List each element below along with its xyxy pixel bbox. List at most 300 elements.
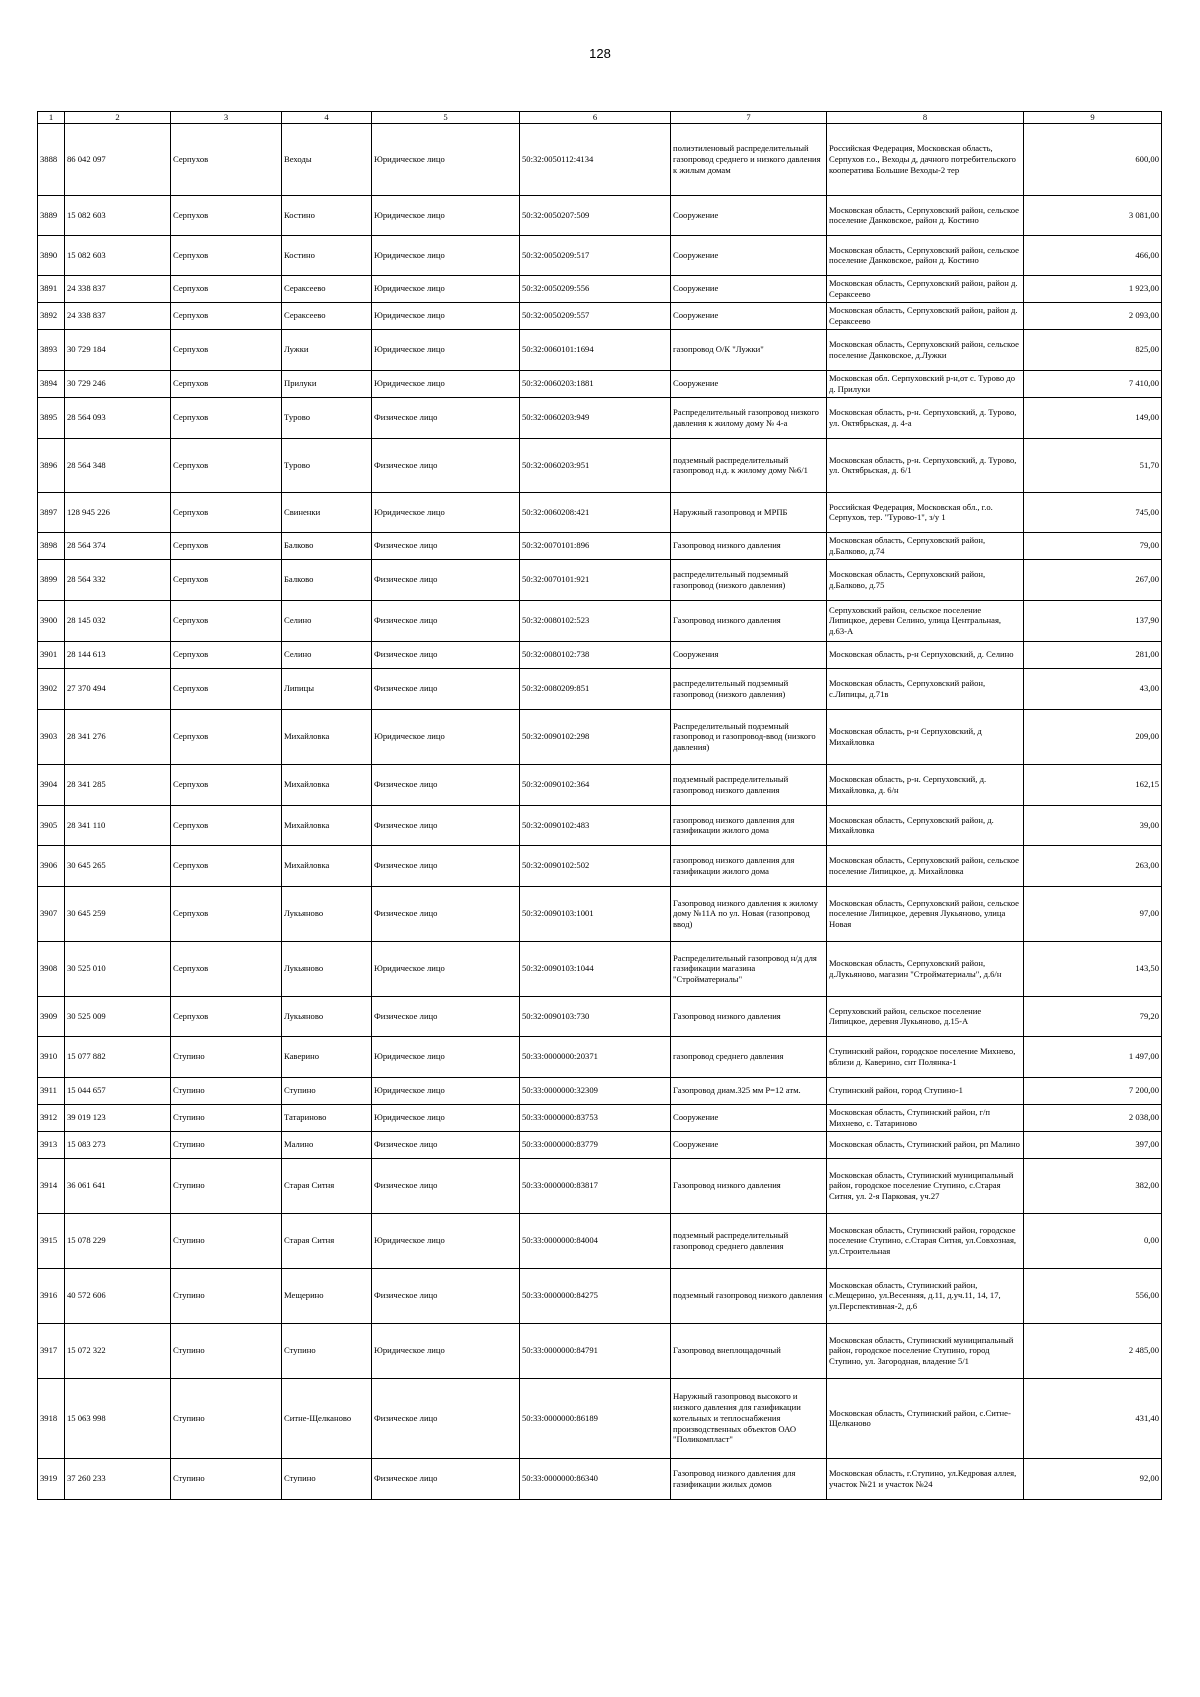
table-row [38, 1213, 1162, 1268]
table-row [38, 641, 1162, 668]
cell-settlement: Селино [282, 641, 372, 668]
cell-row-number: 3917 [38, 1323, 65, 1378]
cell-owner-type: Юридическое лицо [372, 275, 520, 302]
cell-owner-type: Юридическое лицо [372, 941, 520, 996]
cell-length: 466,00 [1024, 235, 1162, 275]
cell-length: 263,00 [1024, 845, 1162, 886]
cell-object-name: Распределительный подземный газопровод и газопровод-ввод (низкого давления) [671, 709, 827, 764]
cell-row-number: 3913 [38, 1131, 65, 1158]
cell-address: Московская область, Серпуховский район, д.Балково, д.75 [827, 559, 1024, 600]
cell-municipality: Серпухов [171, 764, 282, 805]
cell-object-name: Газопровод низкого давления [671, 996, 827, 1036]
cell-owner-type: Физическое лицо [372, 1458, 520, 1499]
cell-municipality: Серпухов [171, 195, 282, 235]
table-row [38, 941, 1162, 996]
cell-municipality: Ступино [171, 1323, 282, 1378]
cell-cadastral-value: 28 341 110 [65, 805, 171, 845]
cell-municipality: Серпухов [171, 438, 282, 492]
cell-settlement: Сераксеево [282, 302, 372, 329]
cell-municipality: Серпухов [171, 668, 282, 709]
cell-length: 431,40 [1024, 1378, 1162, 1458]
table-row [38, 1323, 1162, 1378]
cell-owner-type: Юридическое лицо [372, 1323, 520, 1378]
cell-settlement: Мещерино [282, 1268, 372, 1323]
cell-length: 43,00 [1024, 668, 1162, 709]
cell-address: Московская область, Серпуховский район, сельское поселение Липицкое, деревня Лукьяново, улица Новая [827, 886, 1024, 941]
cell-row-number: 3893 [38, 329, 65, 370]
cell-cadastral-number: 50:32:0050209:557 [520, 302, 671, 329]
cell-address: Московская область, Ступинский муниципальный район, городское поселение Ступино, город Ступино, ул. Загородная, владение 5/1 [827, 1323, 1024, 1378]
cell-object-name: Сооружение [671, 1131, 827, 1158]
cell-municipality: Серпухов [171, 996, 282, 1036]
cell-owner-type: Юридическое лицо [372, 123, 520, 195]
table-row [38, 559, 1162, 600]
cell-owner-type: Юридическое лицо [372, 709, 520, 764]
cell-cadastral-number: 50:32:0060203:949 [520, 397, 671, 438]
header-col-5: 5 [372, 112, 520, 124]
cell-row-number: 3919 [38, 1458, 65, 1499]
cell-address: Московская область, р-н. Серпуховский, д. Турово, ул. Октябрьская, д. 6/1 [827, 438, 1024, 492]
cell-cadastral-value: 15 063 998 [65, 1378, 171, 1458]
cell-municipality: Серпухов [171, 302, 282, 329]
cell-cadastral-value: 30 645 259 [65, 886, 171, 941]
cell-object-name: Газопровод диам.325 мм Р=12 атм. [671, 1077, 827, 1104]
cell-cadastral-number: 50:32:0080102:738 [520, 641, 671, 668]
cell-address: Московская область, Серпуховский район, сельское поселение Данковское, район д. Костино [827, 195, 1024, 235]
cell-address: Московская область, г.Ступино, ул.Кедровая аллея, участок №21 и участок №24 [827, 1458, 1024, 1499]
cell-object-name: газопровод О/К "Лужки" [671, 329, 827, 370]
cell-municipality: Серпухов [171, 370, 282, 397]
cell-row-number: 3915 [38, 1213, 65, 1268]
cell-address: Московская область, Серпуховский район, д.Лукьяново, магазин "Стройматериалы", д.6/н [827, 941, 1024, 996]
cell-municipality: Серпухов [171, 532, 282, 559]
cell-settlement: Сераксеево [282, 275, 372, 302]
cell-object-name: Сооружение [671, 302, 827, 329]
cell-row-number: 3896 [38, 438, 65, 492]
cell-cadastral-value: 28 564 093 [65, 397, 171, 438]
cell-cadastral-value: 27 370 494 [65, 668, 171, 709]
cell-length: 209,00 [1024, 709, 1162, 764]
cell-owner-type: Юридическое лицо [372, 1213, 520, 1268]
cell-settlement: Костино [282, 235, 372, 275]
cell-length: 825,00 [1024, 329, 1162, 370]
cell-cadastral-value: 28 564 374 [65, 532, 171, 559]
cell-address: Московская область, Ступинский район, с.Ситне-Щелканово [827, 1378, 1024, 1458]
cell-settlement: Михайловка [282, 805, 372, 845]
cell-row-number: 3902 [38, 668, 65, 709]
cell-cadastral-number: 50:32:0090102:298 [520, 709, 671, 764]
cell-cadastral-value: 28 564 348 [65, 438, 171, 492]
header-col-9: 9 [1024, 112, 1162, 124]
cell-length: 1 923,00 [1024, 275, 1162, 302]
cell-municipality: Серпухов [171, 275, 282, 302]
cell-settlement: Прилуки [282, 370, 372, 397]
cell-row-number: 3900 [38, 600, 65, 641]
cell-address: Российская Федерация, Московская область, Серпухов г.о., Веходы д, дачного потребительского кооператива Большие Веходы-2 тер [827, 123, 1024, 195]
cell-cadastral-value: 15 072 322 [65, 1323, 171, 1378]
table-row [38, 709, 1162, 764]
cell-cadastral-number: 50:33:0000000:84275 [520, 1268, 671, 1323]
cell-settlement: Михайловка [282, 709, 372, 764]
cell-settlement: Ступино [282, 1458, 372, 1499]
header-col-6: 6 [520, 112, 671, 124]
cell-length: 51,70 [1024, 438, 1162, 492]
cell-address: Московская область, Серпуховский район, район д. Сераксеево [827, 302, 1024, 329]
cell-address: Московская область, Серпуховский район, сельское поселение Данковское, район д. Костино [827, 235, 1024, 275]
cell-cadastral-value: 40 572 606 [65, 1268, 171, 1323]
cell-owner-type: Физическое лицо [372, 397, 520, 438]
cell-cadastral-number: 50:32:0060208:421 [520, 492, 671, 532]
table-row [38, 996, 1162, 1036]
cell-settlement: Лукьяново [282, 996, 372, 1036]
cell-cadastral-number: 50:32:0060101:1694 [520, 329, 671, 370]
cell-address: Московская область, Серпуховский район, с.Липицы, д.71в [827, 668, 1024, 709]
cell-municipality: Серпухов [171, 397, 282, 438]
cell-length: 2 485,00 [1024, 1323, 1162, 1378]
cell-object-name: Сооружение [671, 235, 827, 275]
table-row [38, 1268, 1162, 1323]
cell-length: 556,00 [1024, 1268, 1162, 1323]
cell-cadastral-number: 50:32:0070101:921 [520, 559, 671, 600]
cell-owner-type: Юридическое лицо [372, 235, 520, 275]
cell-municipality: Ступино [171, 1077, 282, 1104]
cell-settlement: Малино [282, 1131, 372, 1158]
cell-cadastral-value: 15 082 603 [65, 195, 171, 235]
cell-cadastral-number: 50:33:0000000:20371 [520, 1036, 671, 1077]
cell-municipality: Ступино [171, 1378, 282, 1458]
cell-cadastral-number: 50:33:0000000:84791 [520, 1323, 671, 1378]
cell-municipality: Серпухов [171, 886, 282, 941]
cell-object-name: Наружный газопровод высокого и низкого давления для газификации котельных и теплоснабжения производственных объектов ОАО "Поликомпласт" [671, 1378, 827, 1458]
cell-cadastral-value: 15 082 603 [65, 235, 171, 275]
cell-cadastral-value: 30 525 009 [65, 996, 171, 1036]
cell-row-number: 3890 [38, 235, 65, 275]
cell-address: Московская область, Ступинский район, рп Малино [827, 1131, 1024, 1158]
cell-cadastral-number: 50:33:0000000:86189 [520, 1378, 671, 1458]
cell-object-name: Сооружение [671, 370, 827, 397]
cell-address: Московская обл. Серпуховский р-н,от с. Турово до д. Прилуки [827, 370, 1024, 397]
cell-object-name: Газопровод низкого давления [671, 1158, 827, 1213]
cell-cadastral-value: 30 729 184 [65, 329, 171, 370]
cell-cadastral-number: 50:33:0000000:83779 [520, 1131, 671, 1158]
cell-owner-type: Физическое лицо [372, 845, 520, 886]
cell-settlement: Старая Ситня [282, 1158, 372, 1213]
cell-cadastral-number: 50:32:0090103:730 [520, 996, 671, 1036]
cell-object-name: Сооружение [671, 195, 827, 235]
page-number: 128 [589, 46, 611, 61]
cell-address: Московская область, Ступинский муниципальный район, городское поселение Ступино, с.Старая Ситня, ул. 2-я Парковая, уч.27 [827, 1158, 1024, 1213]
cell-object-name: Сооружения [671, 641, 827, 668]
cell-length: 143,50 [1024, 941, 1162, 996]
cell-municipality: Ступино [171, 1131, 282, 1158]
cell-length: 79,20 [1024, 996, 1162, 1036]
cell-cadastral-value: 15 083 273 [65, 1131, 171, 1158]
cell-row-number: 3905 [38, 805, 65, 845]
cell-settlement: Турово [282, 438, 372, 492]
cell-owner-type: Юридическое лицо [372, 329, 520, 370]
cell-settlement: Татариново [282, 1104, 372, 1131]
cell-owner-type: Физическое лицо [372, 805, 520, 845]
cell-municipality: Серпухов [171, 709, 282, 764]
cell-length: 97,00 [1024, 886, 1162, 941]
cell-length: 7 410,00 [1024, 370, 1162, 397]
cell-owner-type: Физическое лицо [372, 1158, 520, 1213]
cell-owner-type: Юридическое лицо [372, 302, 520, 329]
cell-cadastral-value: 30 729 246 [65, 370, 171, 397]
cell-municipality: Серпухов [171, 941, 282, 996]
cell-object-name: подземный распределительный газопровод н.д. к жилому дому №6/1 [671, 438, 827, 492]
cell-row-number: 3897 [38, 492, 65, 532]
cell-cadastral-value: 30 525 010 [65, 941, 171, 996]
cell-municipality: Серпухов [171, 600, 282, 641]
cell-row-number: 3914 [38, 1158, 65, 1213]
cell-cadastral-value: 15 078 229 [65, 1213, 171, 1268]
cell-length: 137,90 [1024, 600, 1162, 641]
cell-length: 7 200,00 [1024, 1077, 1162, 1104]
cell-row-number: 3898 [38, 532, 65, 559]
cell-address: Серпуховский район, сельское поселение Липицкое, деревня Лукьяново, д.15-А [827, 996, 1024, 1036]
cell-object-name: полиэтиленовый распределительный газопровод среднего и низкого давления к жилым домам [671, 123, 827, 195]
table-row [38, 370, 1162, 397]
table-row [38, 302, 1162, 329]
cell-row-number: 3912 [38, 1104, 65, 1131]
cell-row-number: 3891 [38, 275, 65, 302]
registry-table [37, 111, 1162, 1500]
cell-address: Московская область, Ступинский район, с.Мещерино, ул.Весенняя, д.11, д.уч.11, 14, 17, ул.Перспективная-2, д.6 [827, 1268, 1024, 1323]
cell-municipality: Ступино [171, 1213, 282, 1268]
cell-row-number: 3909 [38, 996, 65, 1036]
cell-cadastral-number: 50:32:0090102:364 [520, 764, 671, 805]
cell-cadastral-number: 50:32:0050112:4134 [520, 123, 671, 195]
cell-cadastral-number: 50:32:0050207:509 [520, 195, 671, 235]
cell-object-name: Сооружение [671, 275, 827, 302]
cell-municipality: Серпухов [171, 559, 282, 600]
table-row [38, 764, 1162, 805]
cell-cadastral-number: 50:32:0080209:851 [520, 668, 671, 709]
cell-settlement: Михайловка [282, 845, 372, 886]
table-row [38, 195, 1162, 235]
cell-row-number: 3903 [38, 709, 65, 764]
cell-cadastral-number: 50:32:0050209:556 [520, 275, 671, 302]
cell-owner-type: Физическое лицо [372, 1131, 520, 1158]
cell-settlement: Селино [282, 600, 372, 641]
header-col-1: 1 [38, 112, 65, 124]
cell-owner-type: Физическое лицо [372, 668, 520, 709]
table-row [38, 329, 1162, 370]
cell-row-number: 3895 [38, 397, 65, 438]
cell-length: 92,00 [1024, 1458, 1162, 1499]
table-row [38, 1131, 1162, 1158]
cell-municipality: Серпухов [171, 123, 282, 195]
cell-address: Ступинский район, городское поселение Михнево, вблизи д. Каверино, снт Полянка-1 [827, 1036, 1024, 1077]
cell-cadastral-value: 37 260 233 [65, 1458, 171, 1499]
cell-object-name: газопровод низкого давления для газификации жилого дома [671, 845, 827, 886]
cell-cadastral-number: 50:33:0000000:83753 [520, 1104, 671, 1131]
cell-object-name: Газопровод низкого давления [671, 600, 827, 641]
cell-address: Московская область, Серпуховский район, сельское поселение Данковское, д.Лужки [827, 329, 1024, 370]
cell-cadastral-number: 50:32:0060203:1881 [520, 370, 671, 397]
cell-settlement: Старая Ситня [282, 1213, 372, 1268]
cell-settlement: Балково [282, 532, 372, 559]
cell-cadastral-value: 15 077 882 [65, 1036, 171, 1077]
cell-settlement: Ступино [282, 1077, 372, 1104]
cell-settlement: Лукьяново [282, 941, 372, 996]
table-row [38, 235, 1162, 275]
cell-length: 267,00 [1024, 559, 1162, 600]
table-body [38, 123, 1162, 1499]
cell-cadastral-value: 28 341 285 [65, 764, 171, 805]
cell-object-name: Газопровод низкого давления для газификации жилых домов [671, 1458, 827, 1499]
cell-row-number: 3910 [38, 1036, 65, 1077]
cell-length: 79,00 [1024, 532, 1162, 559]
cell-object-name: подземный распределительный газопровод низкого давления [671, 764, 827, 805]
cell-length: 2 038,00 [1024, 1104, 1162, 1131]
table-row [38, 668, 1162, 709]
cell-row-number: 3888 [38, 123, 65, 195]
cell-municipality: Серпухов [171, 641, 282, 668]
cell-length: 0,00 [1024, 1213, 1162, 1268]
cell-length: 745,00 [1024, 492, 1162, 532]
table-row [38, 532, 1162, 559]
cell-address: Московская область, Серпуховский район, сельское поселение Липицкое, д. Михайловка [827, 845, 1024, 886]
cell-cadastral-value: 28 341 276 [65, 709, 171, 764]
cell-row-number: 3894 [38, 370, 65, 397]
header-col-8: 8 [827, 112, 1024, 124]
cell-settlement: Ситне-Щелканово [282, 1378, 372, 1458]
cell-owner-type: Физическое лицо [372, 641, 520, 668]
cell-municipality: Серпухов [171, 235, 282, 275]
table-row [38, 123, 1162, 195]
cell-object-name: Распределительный газопровод н/д для газификации магазина "Стройматериалы" [671, 941, 827, 996]
cell-owner-type: Физическое лицо [372, 532, 520, 559]
cell-cadastral-value: 36 061 641 [65, 1158, 171, 1213]
cell-cadastral-value: 128 945 226 [65, 492, 171, 532]
cell-settlement: Липицы [282, 668, 372, 709]
cell-cadastral-number: 50:32:0050209:517 [520, 235, 671, 275]
cell-cadastral-number: 50:32:0090103:1001 [520, 886, 671, 941]
cell-settlement: Турово [282, 397, 372, 438]
cell-cadastral-number: 50:32:0090102:483 [520, 805, 671, 845]
cell-municipality: Серпухов [171, 492, 282, 532]
cell-row-number: 3899 [38, 559, 65, 600]
cell-cadastral-value: 28 145 032 [65, 600, 171, 641]
cell-address: Московская область, Серпуховский район, д. Михайловка [827, 805, 1024, 845]
cell-row-number: 3906 [38, 845, 65, 886]
cell-row-number: 3892 [38, 302, 65, 329]
cell-municipality: Ступино [171, 1036, 282, 1077]
table-row [38, 438, 1162, 492]
cell-cadastral-number: 50:33:0000000:32309 [520, 1077, 671, 1104]
cell-owner-type: Юридическое лицо [372, 370, 520, 397]
cell-owner-type: Юридическое лицо [372, 1104, 520, 1131]
cell-address: Московская область, Ступинский район, городское поселение Ступино, с.Старая Ситня, ул.Совхозная, ул.Строительная [827, 1213, 1024, 1268]
cell-object-name: Наружный газопровод и МРПБ [671, 492, 827, 532]
cell-cadastral-value: 15 044 657 [65, 1077, 171, 1104]
cell-municipality: Серпухов [171, 805, 282, 845]
cell-owner-type: Физическое лицо [372, 559, 520, 600]
cell-length: 162,15 [1024, 764, 1162, 805]
cell-cadastral-value: 30 645 265 [65, 845, 171, 886]
table-row [38, 397, 1162, 438]
cell-object-name: Сооружение [671, 1104, 827, 1131]
cell-owner-type: Юридическое лицо [372, 492, 520, 532]
cell-owner-type: Физическое лицо [372, 764, 520, 805]
cell-settlement: Михайловка [282, 764, 372, 805]
cell-length: 281,00 [1024, 641, 1162, 668]
cell-length: 1 497,00 [1024, 1036, 1162, 1077]
table-row [38, 805, 1162, 845]
cell-settlement: Ступино [282, 1323, 372, 1378]
cell-owner-type: Физическое лицо [372, 1378, 520, 1458]
cell-object-name: распределительный подземный газопровод (низкого давления) [671, 559, 827, 600]
cell-municipality: Ступино [171, 1268, 282, 1323]
cell-row-number: 3907 [38, 886, 65, 941]
cell-length: 397,00 [1024, 1131, 1162, 1158]
cell-settlement: Костино [282, 195, 372, 235]
cell-cadastral-value: 28 144 613 [65, 641, 171, 668]
cell-cadastral-number: 50:32:0070101:896 [520, 532, 671, 559]
cell-row-number: 3918 [38, 1378, 65, 1458]
cell-settlement: Веходы [282, 123, 372, 195]
cell-settlement: Лужки [282, 329, 372, 370]
cell-owner-type: Физическое лицо [372, 1268, 520, 1323]
cell-address: Московская область, р-н Серпуховский, д. Селино [827, 641, 1024, 668]
cell-cadastral-number: 50:32:0080102:523 [520, 600, 671, 641]
cell-owner-type: Юридическое лицо [372, 1077, 520, 1104]
cell-address: Московская область, Серпуховский район, район д. Сераксеево [827, 275, 1024, 302]
cell-address: Московская область, р-н. Серпуховский, д. Михайловка, д. 6/н [827, 764, 1024, 805]
cell-cadastral-number: 50:33:0000000:86340 [520, 1458, 671, 1499]
cell-object-name: Газопровод внеплощадочный [671, 1323, 827, 1378]
cell-cadastral-number: 50:32:0090103:1044 [520, 941, 671, 996]
table-row [38, 1158, 1162, 1213]
cell-address: Московская область, р-н. Серпуховский, д. Турово, ул. Октябрьская, д. 4-а [827, 397, 1024, 438]
cell-cadastral-value: 28 564 332 [65, 559, 171, 600]
table-row [38, 1077, 1162, 1104]
cell-cadastral-value: 24 338 837 [65, 302, 171, 329]
table-row [38, 1104, 1162, 1131]
cell-object-name: Газопровод низкого давления к жилому дому №11А по ул. Новая (газопровод ввод) [671, 886, 827, 941]
cell-owner-type: Физическое лицо [372, 600, 520, 641]
table-row [38, 492, 1162, 532]
cell-object-name: Распределительный газопровод низкого давления к жилому дому № 4-а [671, 397, 827, 438]
cell-length: 2 093,00 [1024, 302, 1162, 329]
cell-cadastral-value: 24 338 837 [65, 275, 171, 302]
cell-municipality: Серпухов [171, 845, 282, 886]
header-col-2: 2 [65, 112, 171, 124]
header-col-4: 4 [282, 112, 372, 124]
cell-address: Московская область, Серпуховский район, д.Балково, д.74 [827, 532, 1024, 559]
cell-row-number: 3916 [38, 1268, 65, 1323]
table-row [38, 886, 1162, 941]
cell-settlement: Каверино [282, 1036, 372, 1077]
cell-row-number: 3889 [38, 195, 65, 235]
cell-length: 149,00 [1024, 397, 1162, 438]
cell-municipality: Серпухов [171, 329, 282, 370]
cell-cadastral-number: 50:33:0000000:84004 [520, 1213, 671, 1268]
cell-cadastral-number: 50:32:0090102:502 [520, 845, 671, 886]
table-row [38, 275, 1162, 302]
cell-settlement: Балково [282, 559, 372, 600]
table-row [38, 600, 1162, 641]
cell-object-name: Газопровод низкого давления [671, 532, 827, 559]
cell-municipality: Ступино [171, 1158, 282, 1213]
cell-address: Ступинский район, город Ступино-1 [827, 1077, 1024, 1104]
cell-owner-type: Юридическое лицо [372, 1036, 520, 1077]
cell-length: 39,00 [1024, 805, 1162, 845]
cell-cadastral-value: 86 042 097 [65, 123, 171, 195]
cell-municipality: Ступино [171, 1458, 282, 1499]
